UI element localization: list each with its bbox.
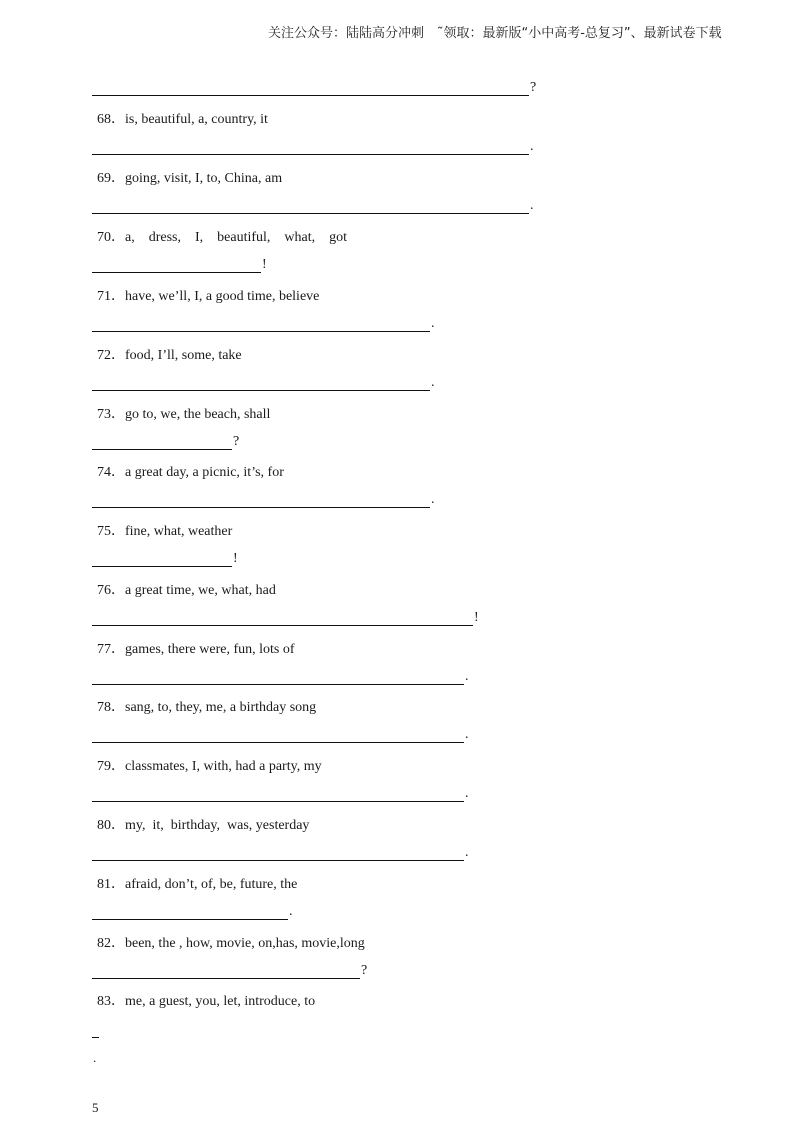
end-mark: . <box>289 904 293 919</box>
end-mark: . <box>431 375 435 390</box>
blank-line[interactable] <box>92 552 232 567</box>
blank-line[interactable] <box>92 258 261 273</box>
end-mark: ! <box>233 551 238 566</box>
answer-line-81[interactable] <box>92 902 293 918</box>
end-mark: ! <box>474 610 479 625</box>
answer-line-70[interactable] <box>92 255 267 271</box>
blank-line[interactable] <box>92 199 529 214</box>
blank-line[interactable] <box>92 964 360 979</box>
question-69: 69．going, visit, I, to, China, am <box>97 171 283 186</box>
question-83: 83．me, a guest, you, let, introduce, to <box>97 994 316 1009</box>
answer-line-79[interactable] <box>92 784 469 800</box>
answer-line-67[interactable] <box>92 78 536 94</box>
blank-line[interactable] <box>92 905 288 920</box>
answer-line-74[interactable] <box>92 490 435 506</box>
end-mark: . <box>93 1050 97 1065</box>
answer-line-71[interactable] <box>92 314 435 330</box>
page-number: 5 <box>92 1100 99 1115</box>
end-mark: . <box>431 492 435 507</box>
blank-line[interactable] <box>92 493 430 508</box>
blank-line[interactable] <box>92 317 430 332</box>
answer-line-68[interactable] <box>92 137 534 153</box>
end-mark: ? <box>233 434 240 449</box>
blank-line[interactable] <box>92 846 464 861</box>
answer-line-82[interactable] <box>92 961 367 977</box>
answer-line-73[interactable] <box>92 432 239 448</box>
answer-line-80[interactable] <box>92 843 469 859</box>
end-mark: . <box>465 727 469 742</box>
end-mark: . <box>431 316 435 331</box>
question-77: 77．games, there were, fun, lots of <box>97 642 295 657</box>
question-81: 81．afraid, don’t, of, be, future, the <box>97 877 298 892</box>
blank-line[interactable] <box>92 787 464 802</box>
question-68: 68．is, beautiful, a, country, it <box>97 112 268 127</box>
question-82: 82．been, the , how, movie, on,has, movie,long <box>97 936 365 951</box>
end-mark: ! <box>262 257 267 272</box>
blank-line[interactable] <box>92 1023 99 1038</box>
end-mark: . <box>465 669 469 684</box>
end-mark: . <box>465 786 469 801</box>
blank-line[interactable] <box>92 670 464 685</box>
answer-line-83[interactable] <box>92 1020 99 1036</box>
page-header: 关注公众号：陆陆高分冲刺 ˜领取：最新版“小中高考-总复习”、最新试卷下载 <box>268 26 722 41</box>
blank-line[interactable] <box>92 611 473 626</box>
answer-line-69[interactable] <box>92 196 534 212</box>
answer-line-75[interactable] <box>92 549 238 565</box>
question-76: 76．a great time, we, what, had <box>97 583 276 598</box>
end-mark: . <box>530 139 534 154</box>
blank-line[interactable] <box>92 140 529 155</box>
answer-line-76[interactable] <box>92 608 479 624</box>
answer-line-78[interactable] <box>92 725 469 741</box>
question-78: 78．sang, to, they, me, a birthday song <box>97 700 317 715</box>
end-mark: . <box>530 198 534 213</box>
end-mark: ? <box>530 80 537 95</box>
question-75: 75．fine, what, weather <box>97 524 233 539</box>
question-72: 72．food, I’ll, some, take <box>97 348 242 363</box>
answer-line-77[interactable] <box>92 667 469 683</box>
blank-line[interactable] <box>92 376 430 391</box>
blank-line[interactable] <box>92 81 529 96</box>
blank-line[interactable] <box>92 728 464 743</box>
question-71: 71．have, we’ll, I, a good time, believe <box>97 289 320 304</box>
end-mark: . <box>465 845 469 860</box>
question-80: 80．my, it, birthday, was, yesterday <box>97 818 310 833</box>
question-79: 79．classmates, I, with, had a party, my <box>97 759 322 774</box>
answer-line-72[interactable] <box>92 373 435 389</box>
question-70: 70．a, dress, I, beautiful, what, got <box>97 230 348 245</box>
end-mark: ? <box>361 963 368 978</box>
blank-line[interactable] <box>92 435 232 450</box>
question-74: 74．a great day, a picnic, it’s, for <box>97 465 284 480</box>
question-73: 73．go to, we, the beach, shall <box>97 407 271 422</box>
